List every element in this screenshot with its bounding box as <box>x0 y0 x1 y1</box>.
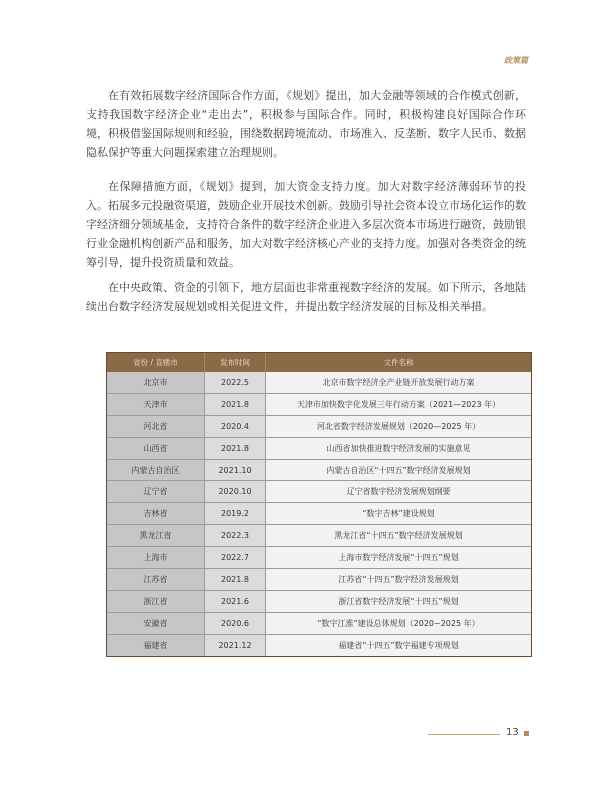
date-cell: 2019.2 <box>205 503 266 525</box>
province-cell: 浙江省 <box>107 590 205 612</box>
table-row <box>107 503 531 525</box>
date-cell: 2021.12 <box>205 634 266 655</box>
date-cell: 2021.8 <box>205 437 266 459</box>
document-cell: 山西省加快推进数字经济发展的实施意见 <box>266 437 532 459</box>
header-province: 省份 / 直辖市 <box>107 353 205 372</box>
table-row <box>107 393 531 415</box>
province-cell: 山西省 <box>107 437 205 459</box>
date-cell: 2020.6 <box>205 612 266 634</box>
table-row <box>107 612 531 634</box>
province-cell: 内蒙古自治区 <box>107 459 205 481</box>
page-marker-square-icon <box>524 731 529 736</box>
table-row <box>107 547 531 569</box>
table-row <box>107 459 531 481</box>
document-cell: 福建省“十四五”数字福建专项规划 <box>266 634 532 655</box>
document-cell: 辽宁省数字经济发展规划纲要 <box>266 481 532 503</box>
policy-table <box>106 352 532 657</box>
table-row <box>107 590 531 612</box>
date-cell: 2021.8 <box>205 393 266 415</box>
document-cell: 河北省数字经济发展规划（2020—2025 年） <box>266 415 532 437</box>
document-cell: 江苏省“十四五”数字经济发展规划 <box>266 569 532 591</box>
table-row <box>107 634 531 655</box>
date-cell: 2022.7 <box>205 547 266 569</box>
table-row <box>107 415 531 437</box>
paragraph-safeguard-measures: 在保障措施方面，《规划》提到，加大资金支持力度。加大对数字经济薄弱环节的投入。拓展多元投融资渠道，鼓励企业开展技术创新。鼓励引导社会资本设立市场化运作的数字经济细分领域基金，支持符合条件的数字经济企业进入多层次资本市场进行融资，鼓励银行业金融机构创新产品和服务，加大对数字经济核心产业的支持力度。加强对各类资金的统筹引导，提升投资质量和效益。 <box>86 180 526 269</box>
table-row <box>107 525 531 547</box>
document-cell: 浙江省数字经济发展“十四五”规划 <box>266 590 532 612</box>
province-cell: 吉林省 <box>107 503 205 525</box>
date-cell: 2022.5 <box>205 372 266 393</box>
date-cell: 2022.3 <box>205 525 266 547</box>
date-cell: 2021.6 <box>205 590 266 612</box>
paragraph-international-cooperation: 在有效拓展数字经济国际合作方面，《规划》提出，加大金融等领域的合作模式创新，支持我国数字经济企业“走出去”，积极参与国际合作。同时，积极构建良好国际合作环境，积极借鉴国际规则和经验，围绕数据跨境流动、市场准入、反垄断、数字人民币、数据隐私保护等重大问题探索建立治理规则。 <box>86 89 526 159</box>
province-cell: 福建省 <box>107 634 205 655</box>
table-row <box>107 372 531 393</box>
paragraph-local-policies: 在中央政策、资金的引领下，地方层面也非常重视数字经济的发展。如下所示，各地陆续出台数字经济发展规划或相关促进文件，并提出数字经济发展的目标及相关举措。 <box>86 281 526 313</box>
province-cell: 上海市 <box>107 547 205 569</box>
page-number: 13 <box>506 727 519 738</box>
document-cell: 上海市数字经济发展“十四五”规划 <box>266 547 532 569</box>
table-header-row <box>107 353 531 372</box>
province-cell: 安徽省 <box>107 612 205 634</box>
document-cell: 黑龙江省“十四五”数字经济发展规划 <box>266 525 532 547</box>
province-cell: 江苏省 <box>107 569 205 591</box>
document-cell: “数字吉林”建设规划 <box>266 503 532 525</box>
section-tag: 政策篇 <box>504 56 528 65</box>
province-cell: 天津市 <box>107 393 205 415</box>
table-row <box>107 569 531 591</box>
province-cell: 河北省 <box>107 415 205 437</box>
document-cell: 内蒙古自治区“十四五”数字经济发展规划 <box>266 459 532 481</box>
header-release-date: 发布时间 <box>205 353 266 372</box>
table-row <box>107 481 531 503</box>
header-document-name: 文件名称 <box>266 353 532 372</box>
date-cell: 2020.4 <box>205 415 266 437</box>
province-cell: 黑龙江省 <box>107 525 205 547</box>
province-cell: 辽宁省 <box>107 481 205 503</box>
footer-divider <box>428 734 500 735</box>
date-cell: 2021.10 <box>205 459 266 481</box>
province-cell: 北京市 <box>107 372 205 393</box>
document-cell: 北京市数字经济全产业链开放发展行动方案 <box>266 372 532 393</box>
date-cell: 2020.10 <box>205 481 266 503</box>
document-cell: 天津市加快数字化发展三年行动方案（2021—2023 年） <box>266 393 532 415</box>
document-cell: “数字江淮”建设总体规划（2020~2025 年） <box>266 612 532 634</box>
table-row <box>107 437 531 459</box>
date-cell: 2021.8 <box>205 569 266 591</box>
